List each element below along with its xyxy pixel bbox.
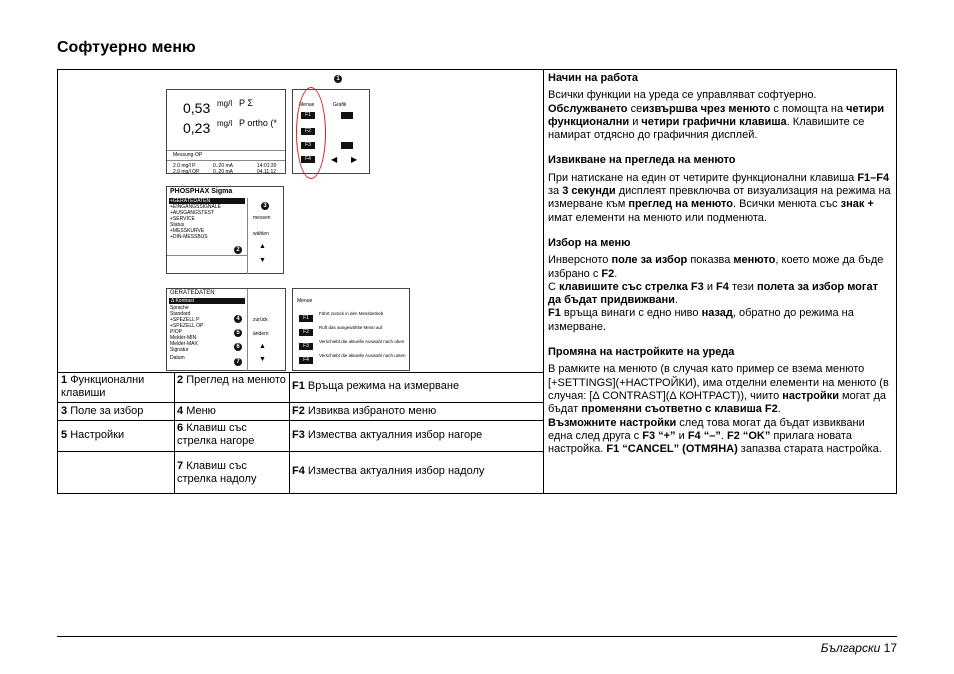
menu-overview-diagram [166, 186, 316, 276]
marker-2: 2 [234, 246, 242, 254]
legend-cell: F1 Връща режима на измерване [292, 380, 460, 392]
row-2-range: 0..20 mA [213, 169, 234, 175]
settings-item: Melder-MIN [170, 335, 197, 341]
label-1: P Σ [239, 98, 253, 108]
time: 14:01:20 [257, 163, 277, 169]
graph-label: Grafik [333, 102, 347, 108]
f1-key[interactable]: F1 [299, 315, 313, 322]
paragraph: Всички функции на уреда се управляват софтуерно. [548, 89, 817, 102]
paragraph: F1 връща винаги с едно ниво назад, обратно до режима на измерване. [548, 307, 854, 333]
marker-5: 5 [234, 329, 242, 337]
menu-item: +AUSGANGSTEST [170, 210, 215, 216]
softkey-label: wählen [253, 231, 269, 237]
marker-3: 3 [261, 202, 269, 210]
menu-item: +GERÄTEDATEN [170, 198, 211, 204]
settings-item: Datum [170, 355, 185, 361]
section-heading: Начин на работа [548, 72, 639, 84]
marker-1: 1 [334, 75, 342, 83]
label-2: P ortho (* [239, 118, 277, 128]
settings-item: +SPEZELL P [170, 317, 200, 323]
date: 04.11.12 [257, 169, 277, 175]
paragraph: Инверсното поле за избор показва менюто, което може да бъде избрано с F2. [548, 254, 884, 280]
arrow-down-icon: ▼ [259, 356, 266, 363]
unit-1: mg/l [217, 99, 233, 108]
measurement-display-diagram [166, 76, 386, 179]
section-heading: Избор на меню [548, 236, 631, 249]
key-description: Verschiebt die aktuelle Auswahl nach unten [319, 353, 406, 358]
f1-key[interactable]: F1 [301, 112, 315, 119]
footer-language: Български [820, 641, 881, 655]
settings-item: Signatur [170, 347, 189, 353]
settings-menu-diagram [166, 288, 406, 372]
graph-key-1[interactable] [341, 112, 353, 119]
settings-screen [166, 288, 286, 371]
page-title: Софтуерно меню [57, 39, 196, 56]
legend-cell: F4 Измества актуалния избор надолу [292, 465, 485, 477]
f3-key[interactable]: F3 [299, 343, 313, 350]
settings-item: Standard [170, 311, 191, 317]
section-heading: Извикване на прегледа на менюто [548, 154, 736, 167]
menu-item: +SERVICE [170, 216, 195, 222]
menu-label: Menue [297, 298, 313, 304]
menu-item: +EINGANGSSIGNALE [170, 204, 221, 210]
section-heading: Промяна на настройките на уреда [548, 346, 735, 359]
lcd-screen [166, 89, 286, 174]
row-1: 2.0 mg/l P [173, 163, 196, 169]
legend-cell: F2 Извиква избраното меню [292, 405, 437, 417]
legend-cell: 6 Клавиш със стрелка нагоре [177, 422, 255, 447]
settings-item: +SPEZELL OP [170, 323, 204, 329]
menu-screen [166, 186, 284, 274]
page-footer [821, 641, 897, 655]
paragraph: При натискане на един от четирите функционални клавиша F1–F4 за 3 секунди дисплеят превключва от визуализация на режима на измерване към преглед на менюто. Всички менюта със знак + имат елементи на менюто или подменюта. [548, 171, 891, 224]
arrow-right-icon: ▶ [351, 155, 358, 164]
settings-item: PIOP [170, 329, 182, 335]
status-text: Messung-OP [173, 152, 203, 158]
value-1: 0,53 [183, 100, 211, 116]
row-1-range: 0..20 mA [213, 163, 234, 169]
arrow-down-icon: ▼ [259, 257, 266, 264]
key-description: Führt zurück in den Messbetrieb [319, 311, 384, 316]
menu-item: +DIN-MESSBUS [170, 234, 208, 240]
legend-cell: 7 Клавиш със стрелка надолу [177, 460, 257, 485]
footer-divider [57, 636, 897, 637]
menu-item: Status [170, 222, 185, 228]
legend-cell: 1 Функционални клавиши [61, 374, 145, 399]
arrow-up-icon: ▲ [259, 243, 266, 250]
paragraph: С клавишите със стрелка F3 и F4 тези полета за избор могат да бъдат придвижвани. [548, 280, 878, 307]
f2-key[interactable]: F2 [299, 329, 313, 336]
settings-item: Sprache [170, 305, 189, 311]
value-2: 0,23 [183, 120, 211, 136]
arrow-left-icon: ◀ [331, 155, 338, 164]
selected-item: Δ Kontrast [171, 298, 195, 304]
settings-item: Melder-MAX [170, 341, 198, 347]
marker-4: 4 [234, 315, 242, 323]
f4-key[interactable]: F4 [299, 357, 313, 364]
legend-cell: 2 Преглед на менюто [177, 374, 286, 386]
menu-title: PHOSPHAX Sigma [170, 188, 233, 195]
paragraph: Възможните настройки след това могат да бъдат извиквани една след друга с F3 “+” и F4 “–”. F2 “OK” прилага новата настройка. F1 “CANCEL” (ОТМЯНА) запазва старата настройка. [548, 416, 882, 456]
unit-2: mg/l [217, 119, 233, 128]
instructions-column [544, 70, 896, 456]
f3-key[interactable]: F3 [301, 142, 315, 149]
highlight-ellipse [296, 87, 326, 179]
settings-key-panel [292, 288, 410, 371]
page-number: 17 [883, 641, 897, 655]
legend-cell: 4 Меню [177, 405, 216, 417]
key-description: Verschiebt die aktuelle Auswahl nach oben [319, 339, 405, 344]
menu-label: Menue [299, 102, 315, 108]
legend-cell: 3 Поле за избор [61, 405, 144, 417]
legend-cell: F3 Измества актуалния избор нагоре [292, 429, 483, 441]
softkey-label: ändern [253, 331, 269, 337]
paragraph: В рамките на менюто (в случая като пример се взема менюто [+SETTINGS](+НАСТРОЙКИ), има отделни елементи на менюто (в случая: [Δ CONTRAST](Δ КОНТРАСТ)), чиито настройки могат да бъдат променяни съответно с клавиша F2. [548, 363, 889, 416]
settings-header: GERÄTEDATEN [170, 290, 215, 296]
key-description: Ruft das ausgewählte Menü auf [319, 325, 383, 330]
content-table [57, 69, 897, 494]
softkey-label: messen [253, 215, 271, 221]
f4-key[interactable]: F4 [301, 156, 315, 163]
arrow-up-icon: ▲ [259, 343, 266, 350]
graph-key-2[interactable] [341, 142, 353, 149]
softkey-label: zurück [253, 317, 268, 323]
marker-6: 6 [234, 343, 242, 351]
marker-7: 7 [234, 358, 242, 366]
f2-key[interactable]: F2 [301, 128, 315, 135]
menu-item: +MESSKURVE [170, 228, 205, 234]
row-2: 2.0 mg/l OP [173, 169, 200, 175]
legend-cell: 5 Настройки [61, 429, 125, 441]
paragraph: Обслужването сеизвършва чрез менюто с помощта на четири функционални и четири графични клавиша. Клавишите се намират отдясно до графичния дисплей. [548, 102, 885, 142]
